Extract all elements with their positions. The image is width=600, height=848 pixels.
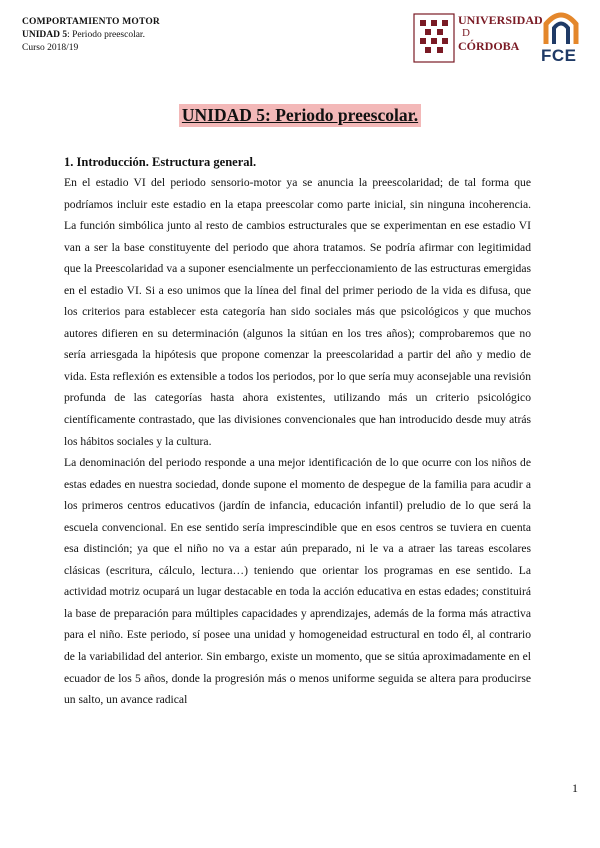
page-title: UNIDAD 5: Periodo preescolar.: [179, 104, 421, 127]
course-year: Curso 2018/19: [22, 43, 79, 53]
unit-line: [22, 29, 160, 42]
section-heading: 1. Introducción. Estructura general.: [64, 155, 257, 169]
page-number: 1: [572, 781, 578, 795]
faculty-acronym: FCE: [541, 46, 577, 65]
page-title-wrapper: [0, 104, 600, 127]
running-header: [22, 16, 160, 55]
paragraph-1: En el estadio VI del periodo sensorio-motor ya se anuncia la preescolaridad; de tal forma que podríamos incluir este estadio en la etapa preescolar como parte inicial, sin ninguna incoherencia. La función simbólica junto al resto de cambios estructurales que se experimentan en ese estadio VI van a ser la base constituyente del periodo que ahora tratamos. Se podría afirmar con legitimidad que la Preescolaridad va a suponer esencialmente un perfeccionamiento de las estructuras emergidas en el estadio VI. Si a eso unimos que la línea del final del primer periodo de la vida es difusa, que los criterios para establecer esta categoría han sido sociales más que psicológicos y que muchos autores difieren en su determinación (algunos la sitúan en los tres años); comprobaremos que no sería arriesgada la hipótesis que propone comenzar la preescolaridad a partir del año y medio de vida. Esta reflexión es extensible a todos los periodos, por lo que sería muy aconsejable una revisión profunda de las categorías hasta ahora existentes, utilizando más un criterio psicológico científicamente contrastado, que las divisiones convencionales que han introducido desde muy atrás los hábitos sociales y la cultura.: [64, 176, 531, 448]
unit-label: UNIDAD 5: [22, 30, 68, 40]
paragraph-2: La denominación del periodo responde a una mejor identificación de lo que ocurre con los niños de estas edades en nuestra sociedad, donde supone el momento de despegue de la familia para acudir a los primeros centros educativos (jardín de infancia, educación infantil) preludio de lo que será la escuela convencional. En ese sentido sería imprescindible que en esos centros se tuviera en cuenta esa distinción; ya que el niño no va a estar aún preparado, ni le va a atraer las tareas escolares clásicas (escritura, cálculo, lectura…) teniendo que orientar los programas en ese sentido. La actividad motriz ocupará un lugar destacable en toda la acción educativa en estas edades; constituirá la base de preparación para múltiples capacidades y aprendizajes, además de la forma más atractiva para el niño. Este periodo, sí posee una unidad y homogeneidad estructural en todo él, al contrario de la variabilidad del anterior. Sin embargo, existe un momento, que se sitúa aproximadamente en el ecuador de los 5 años, donde la progresión más o menos uniforme seguida se altera para producirse un salto, un avance radical: [64, 456, 531, 707]
university-name: UNIVERSIDAD D CÓRDOBA: [458, 13, 543, 53]
course-name: COMPORTAMIENTO MOTOR: [22, 17, 160, 27]
unit-name: : Periodo preescolar.: [67, 30, 145, 40]
body-text: [64, 172, 531, 711]
